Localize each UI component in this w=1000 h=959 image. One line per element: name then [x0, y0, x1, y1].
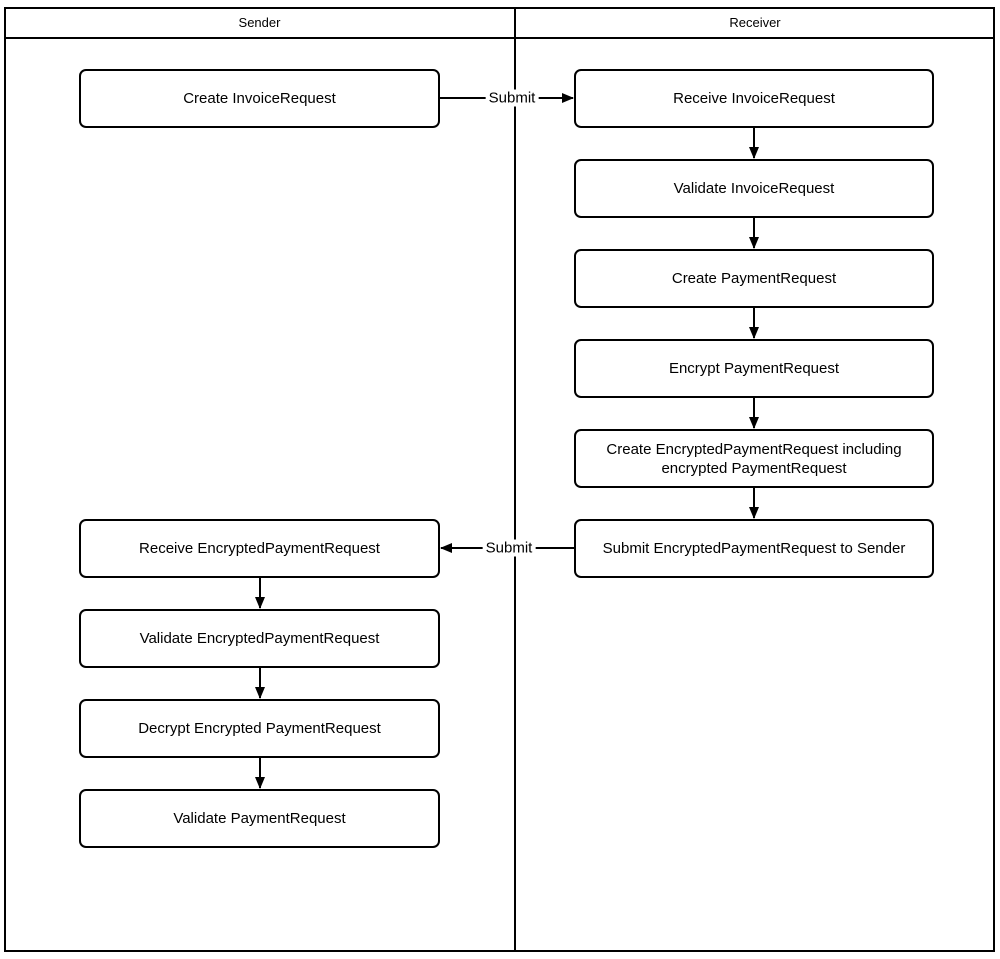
node-encrypt-payment-request: Encrypt PaymentRequest — [574, 339, 934, 398]
node-create-invoice-request: Create InvoiceRequest — [79, 69, 440, 128]
lane-header-receiver: Receiver — [729, 15, 781, 30]
node-decrypt-encrypted-payment-request: Decrypt Encrypted PaymentRequest — [79, 699, 440, 758]
node-receive-encrypted-payment-request: Receive EncryptedPaymentRequest — [79, 519, 440, 578]
node-submit-encrypted-payment-request: Submit EncryptedPaymentRequest to Sender — [574, 519, 934, 578]
edge-label-submit-payment: Submit — [483, 540, 536, 557]
node-receive-invoice-request: Receive InvoiceRequest — [574, 69, 934, 128]
lane-header-separator — [4, 37, 995, 39]
node-validate-payment-request: Validate PaymentRequest — [79, 789, 440, 848]
node-create-encrypted-payment-request: Create EncryptedPaymentRequest including encrypted PaymentRequest — [574, 429, 934, 488]
node-create-payment-request: Create PaymentRequest — [574, 249, 934, 308]
lane-divider — [514, 7, 516, 952]
edge-label-submit-invoice: Submit — [486, 90, 539, 107]
lane-header-sender: Sender — [238, 15, 281, 30]
node-validate-encrypted-payment-request: Validate EncryptedPaymentRequest — [79, 609, 440, 668]
node-validate-invoice-request: Validate InvoiceRequest — [574, 159, 934, 218]
